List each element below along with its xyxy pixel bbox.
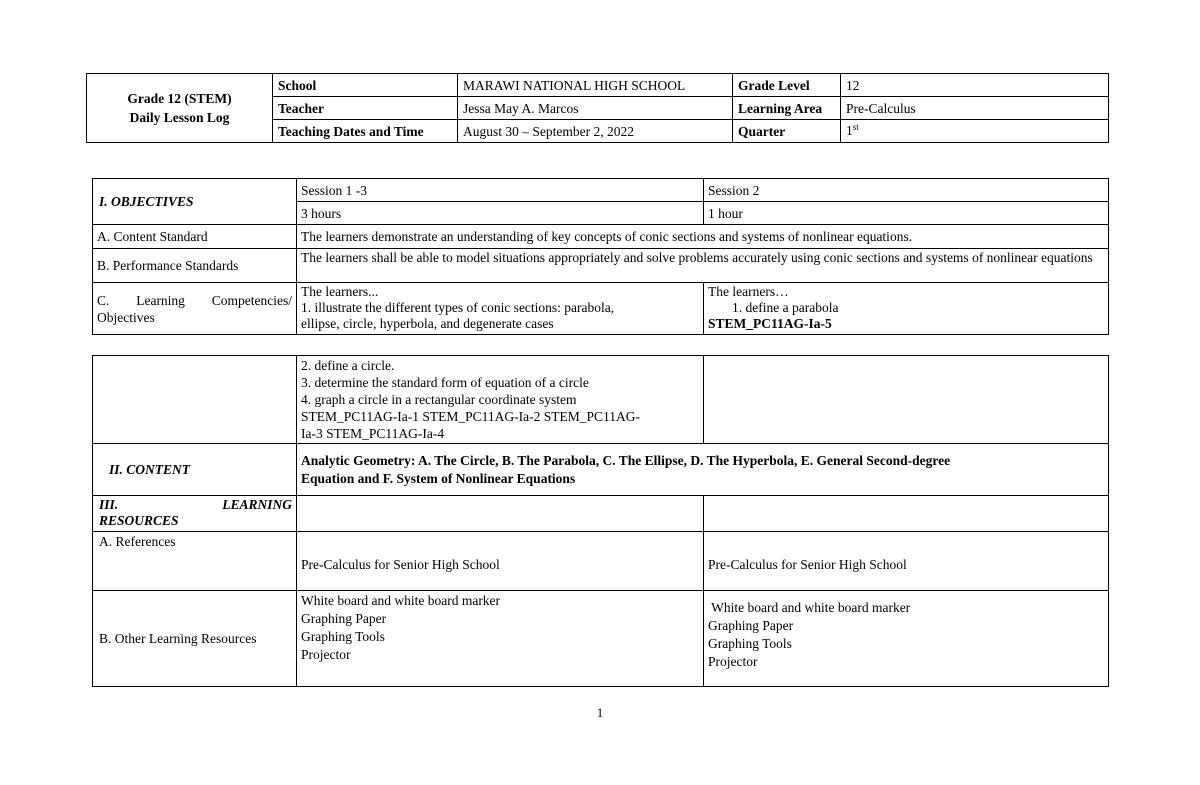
session1-competencies [297, 283, 704, 335]
objectives-heading: I. OBJECTIVES [93, 179, 297, 225]
other-resource-s2-item: Projector [708, 654, 758, 669]
other-resource-s1-item: Graphing Tools [301, 629, 385, 644]
session2-duration: 1 hour [704, 202, 1109, 225]
session2-objective-1: 1. define a parabola [732, 300, 839, 315]
other-resources-session1 [297, 591, 704, 687]
other-resource-s1-item: White board and white board marker [301, 593, 501, 608]
other-resource-s1-item: Graphing Paper [301, 611, 387, 626]
competency-codes-line-2: Ia-3 STEM_PC11AG-Ia-4 [301, 426, 445, 441]
resources-heading-line-1: III. LEARNING [99, 497, 292, 512]
resources-table [92, 355, 1109, 687]
competencies-label-line-2: Objectives [97, 309, 155, 325]
objectives-table [92, 178, 1109, 335]
session1-label: Session 1 -3 [297, 179, 704, 202]
teacher-label: Teacher [273, 97, 458, 120]
resources-session2-blank [704, 496, 1109, 532]
objective-item-2: 2. define a circle. [301, 358, 395, 373]
session2-intro: The learners… [708, 284, 789, 299]
other-resource-s2-item: Graphing Tools [708, 636, 792, 651]
session1-more-objectives [297, 356, 704, 444]
performance-standards-text: The learners shall be able to model situations appropriately and solve problems accurately using conic sections and systems of nonlinear equations [297, 249, 1109, 283]
other-resource-s2-item: Graphing Paper [708, 618, 794, 633]
session1-objective-1b: ellipse, circle, hyperbola, and degenerate cases [301, 316, 554, 331]
quarter-value [841, 120, 1109, 143]
learning-competencies-label [93, 283, 297, 335]
other-resource-s2-item: White board and white board marker [708, 600, 911, 615]
grade-level-value: 12 [841, 74, 1109, 97]
session2-more-objectives [704, 356, 1109, 444]
content-standard-label: A. Content Standard [93, 225, 297, 249]
learning-area-label: Learning Area [733, 97, 841, 120]
school-label: School [273, 74, 458, 97]
content-heading: II. CONTENT [93, 444, 297, 496]
school-value: MARAWI NATIONAL HIGH SCHOOL [458, 74, 733, 97]
session1-duration: 3 hours [297, 202, 704, 225]
competencies-label-line-1: C. Learning Competencies/ [97, 292, 292, 308]
resources-session1-blank [297, 496, 704, 532]
grade-level-label: Grade Level [733, 74, 841, 97]
learning-area-value: Pre-Calculus [841, 97, 1109, 120]
header-table [86, 73, 1109, 143]
title-line-1: Grade 12 (STEM) [127, 91, 232, 106]
quarter-label: Quarter [733, 120, 841, 143]
content-standard-text: The learners demonstrate an understanding of key concepts of conic sections and systems of nonlinear equations. [297, 225, 1109, 249]
other-resource-s1-item: Projector [301, 647, 351, 662]
other-resources-label: B. Other Learning Resources [93, 591, 297, 687]
performance-standards-label: B. Performance Standards [93, 249, 297, 283]
resources-heading-line-2: RESOURCES [99, 513, 179, 528]
content-text [297, 444, 1109, 496]
objective-item-3: 3. determine the standard form of equation of a circle [301, 375, 589, 390]
session2-code: STEM_PC11AG-Ia-5 [708, 316, 832, 331]
quarter-suffix: st [852, 121, 859, 132]
session2-competencies [704, 283, 1109, 335]
teacher-value: Jessa May A. Marcos [458, 97, 733, 120]
page-number: 1 [596, 705, 604, 720]
quarter-number: 1 [846, 122, 853, 138]
competency-codes-line-1: STEM_PC11AG-Ia-1 STEM_PC11AG-Ia-2 STEM_PC11AG- [301, 409, 640, 424]
content-text-line-2: Equation and F. System of Nonlinear Equations [301, 470, 576, 486]
content-text-line-1: Analytic Geometry: A. The Circle, B. The Parabola, C. The Ellipse, D. The Hyperbola, E. General Second-degree [301, 452, 951, 468]
references-session1: Pre-Calculus for Senior High School [297, 532, 704, 591]
objective-item-4: 4. graph a circle in a rectangular coordinate system [301, 392, 577, 407]
session2-label: Session 2 [704, 179, 1109, 202]
teaching-dates-label: Teaching Dates and Time [273, 120, 458, 143]
learning-resources-heading [93, 496, 297, 532]
continuation-blank-cell [93, 356, 297, 444]
references-label: A. References [93, 532, 297, 591]
session1-intro: The learners... [301, 284, 379, 299]
session1-objective-1a: 1. illustrate the different types of conic sections: parabola, [301, 300, 615, 315]
teaching-dates-value: August 30 – September 2, 2022 [458, 120, 733, 143]
other-resources-session2 [704, 591, 1109, 687]
title-line-2: Daily Lesson Log [129, 110, 230, 125]
references-session2: Pre-Calculus for Senior High School [704, 532, 1109, 591]
document-title [87, 74, 273, 143]
